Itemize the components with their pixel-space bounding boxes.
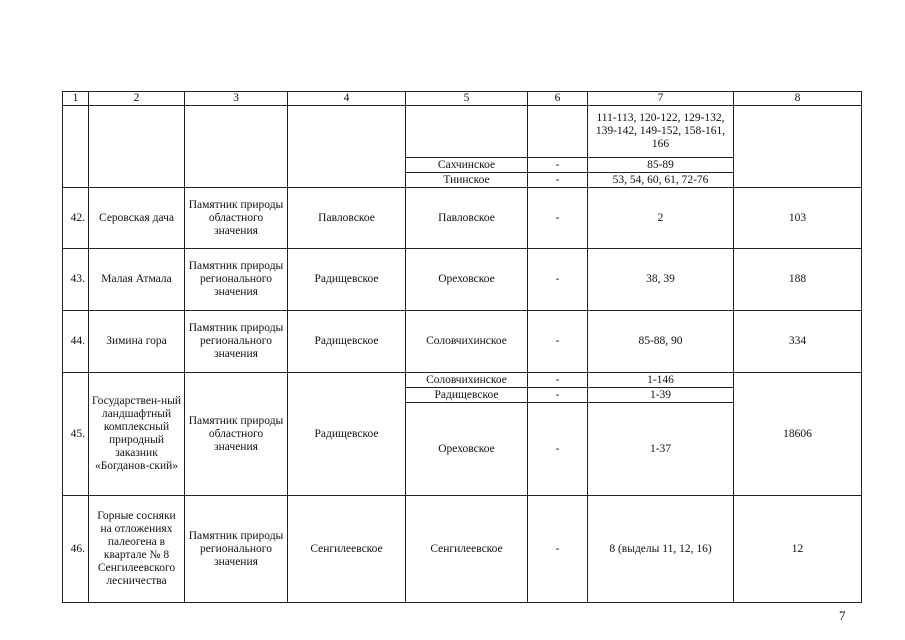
forestry-cell: Соловчихинское <box>406 311 528 373</box>
area-cell: 188 <box>734 249 862 311</box>
table-row <box>63 188 862 249</box>
dash-cell: - <box>528 249 588 311</box>
num-cell: 46. <box>63 496 89 603</box>
num-cell: 42. <box>63 188 89 249</box>
quarters-cell: 1-39 <box>588 388 734 403</box>
quarters-cell: 1-146 <box>588 373 734 388</box>
forestry-cell: Соловчихинское <box>406 373 528 388</box>
header-cell: 4 <box>288 92 406 106</box>
forestry-cell: Павловское <box>406 188 528 249</box>
name-cell: Зимина гора <box>89 311 185 373</box>
forestry-cell: Ореховское <box>406 403 528 496</box>
category-cell: Памятник природы областного значения <box>185 373 288 496</box>
area-cell: 18606 <box>734 373 862 496</box>
quarters-cell: 38, 39 <box>588 249 734 311</box>
dash-cell: - <box>528 173 588 188</box>
scan-noise-top <box>60 8 850 14</box>
area-cell: 103 <box>734 188 862 249</box>
forestry-cell <box>406 106 528 158</box>
table-row <box>63 311 862 373</box>
forestry-cell: Тиинское <box>406 173 528 188</box>
category-cell: Памятник природы регионального значения <box>185 311 288 373</box>
page-number: 7 <box>839 608 846 623</box>
dash-cell: - <box>528 188 588 249</box>
header-cell: 1 <box>63 92 89 106</box>
header-cell: 2 <box>89 92 185 106</box>
quarters-cell: 8 (выделы 11, 12, 16) <box>588 496 734 603</box>
header-cell: 3 <box>185 92 288 106</box>
dash-cell: - <box>528 373 588 388</box>
dash-cell: - <box>528 388 588 403</box>
name-cell: Малая Атмала <box>89 249 185 311</box>
dash-cell: - <box>528 311 588 373</box>
district-cell <box>288 106 406 188</box>
dash-cell: - <box>528 403 588 496</box>
dash-cell: - <box>528 158 588 173</box>
dash-cell <box>528 106 588 158</box>
quarters-cell: 111-113, 120-122, 129-132, 139-142, 149-152, 158-161, 166 <box>588 106 734 158</box>
category-cell: Памятник природы областного значения <box>185 188 288 249</box>
category-cell: Памятник природы регионального значения <box>185 496 288 603</box>
quarters-cell: 2 <box>588 188 734 249</box>
header-cell: 5 <box>406 92 528 106</box>
district-cell: Радищевское <box>288 249 406 311</box>
scan-noise-bottom <box>60 628 850 634</box>
name-cell: Горные сосняки на отложениях палеогена в квартале № 8 Сенгилеевского лесничества <box>89 496 185 603</box>
dash-cell: - <box>528 496 588 603</box>
area-cell <box>734 106 862 188</box>
quarters-cell: 1-37 <box>588 403 734 496</box>
name-cell: Государствен-ный ландшафтный комплексный природный заказник «Богданов-ский» <box>89 373 185 496</box>
category-cell: Памятник природы регионального значения <box>185 249 288 311</box>
protected-areas-table <box>62 91 862 603</box>
forestry-cell: Сахчинское <box>406 158 528 173</box>
num-cell <box>63 106 89 188</box>
num-cell: 45. <box>63 373 89 496</box>
name-cell: Серовская дача <box>89 188 185 249</box>
forestry-cell: Радищевское <box>406 388 528 403</box>
district-cell: Сенгилеевское <box>288 496 406 603</box>
table-row <box>63 106 862 158</box>
forestry-cell: Ореховское <box>406 249 528 311</box>
quarters-cell: 53, 54, 60, 61, 72-76 <box>588 173 734 188</box>
district-cell: Радищевское <box>288 311 406 373</box>
header-row <box>63 92 862 106</box>
area-cell: 12 <box>734 496 862 603</box>
num-cell: 43. <box>63 249 89 311</box>
table-row <box>63 496 862 603</box>
area-cell: 334 <box>734 311 862 373</box>
num-cell: 44. <box>63 311 89 373</box>
category-cell <box>185 106 288 188</box>
table-row <box>63 249 862 311</box>
district-cell: Радищевское <box>288 373 406 496</box>
forestry-cell: Сенгилеевское <box>406 496 528 603</box>
table-row <box>63 373 862 388</box>
name-cell <box>89 106 185 188</box>
header-cell: 6 <box>528 92 588 106</box>
header-cell: 8 <box>734 92 862 106</box>
quarters-cell: 85-88, 90 <box>588 311 734 373</box>
quarters-cell: 85-89 <box>588 158 734 173</box>
header-cell: 7 <box>588 92 734 106</box>
district-cell: Павловское <box>288 188 406 249</box>
